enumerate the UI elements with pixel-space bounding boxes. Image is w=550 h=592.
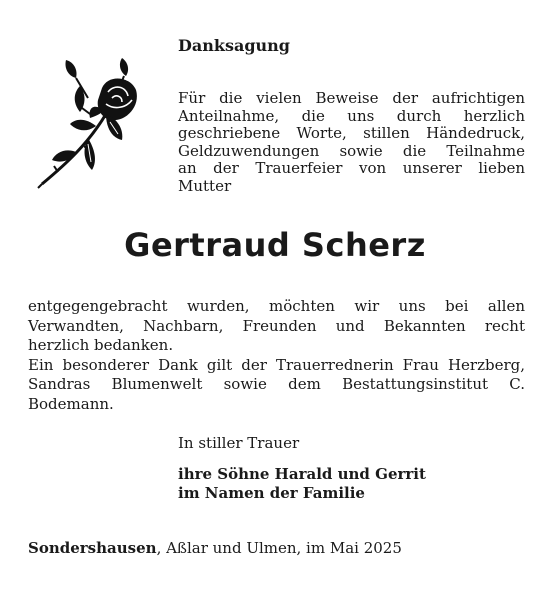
rose-icon <box>36 52 146 192</box>
signoff: In stiller Trauer <box>178 434 300 452</box>
intro-line: Anteilnahme, die uns durch herzlich <box>178 106 525 125</box>
place-date <box>28 539 402 557</box>
intro-line: geschriebene Worte, stillen Händedruck, <box>178 124 525 142</box>
body-line: Verwandten, Nachbarn, Freunden und Bekannten recht <box>28 316 525 335</box>
body-line: Ein besonderer Dank gilt der Trauerrednerin Frau Herzberg, <box>28 355 525 374</box>
body-text <box>28 297 525 414</box>
deceased-name: Gertraud Scherz <box>124 226 426 264</box>
body-line: Bodemann. <box>28 394 114 413</box>
intro-line: Mutter <box>178 176 232 195</box>
intro-line: Für die vielen Beweise der aufrichtigen <box>178 89 525 107</box>
heading: Danksagung <box>178 36 290 55</box>
body-line: entgegengebracht wurden, möchten wir uns bei allen <box>28 297 525 315</box>
place-name: Sondershausen <box>28 539 157 557</box>
intro-text <box>178 90 525 195</box>
signers <box>178 465 426 503</box>
place-rest: , Aßlar und Ulmen, im Mai 2025 <box>156 539 402 557</box>
intro-line: an der Trauerfeier von unserer lieben <box>178 159 525 177</box>
signer-line: im Namen der Familie <box>178 484 365 502</box>
body-line: herzlich bedanken. <box>28 336 174 354</box>
intro-line: Geldzuwendungen sowie die Teilnahme <box>178 141 525 160</box>
body-line: Sandras Blumenwelt sowie dem Bestattungsinstitut C. <box>28 375 525 393</box>
signer-line: ihre Söhne Harald und Gerrit <box>178 465 426 483</box>
